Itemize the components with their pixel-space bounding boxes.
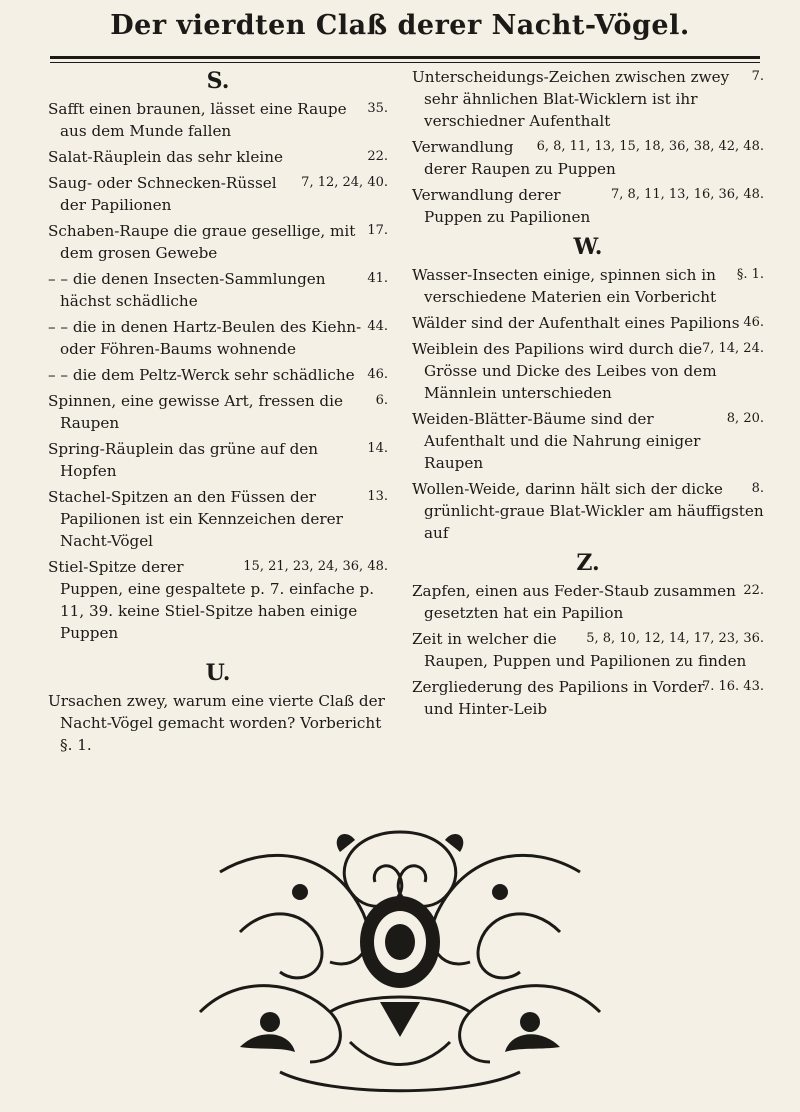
index-entry	[412, 628, 764, 672]
entry-text: Unterscheidungs-Zeichen zwischen zwey sehr ähnlichen Blat-Wicklern ist ihr verschiedner Aufenthalt	[412, 68, 730, 130]
section-letter-z: Z.	[576, 550, 600, 576]
entry-text: Schaben-Raupe die graue gesellige, mit dem grosen Gewebe	[48, 222, 356, 262]
entry-text: Wälder sind der Aufenthalt eines Papilions	[412, 314, 740, 332]
entry-text: Ursachen zwey, warum eine vierte Claß der Nacht-Vögel gemacht worden? Vorbericht §. 1.	[48, 692, 385, 754]
entry-text: Wasser-Insecten einige, spinnen sich in verschiedene Materien ein Vorbericht	[412, 266, 717, 306]
entry-text: Weiden-Blätter-Bäume sind der Aufenthalt und die Nahrung einiger Raupen	[412, 410, 701, 472]
index-list-u	[48, 690, 388, 756]
index-entry	[48, 268, 388, 312]
entry-text: Verwandlung derer Raupen zu Puppen	[412, 138, 616, 178]
index-entry	[412, 338, 764, 404]
index-entry	[412, 264, 764, 308]
index-entry	[412, 478, 764, 544]
index-entry	[48, 98, 388, 142]
page-reference: 7.	[751, 69, 764, 84]
index-entry	[412, 580, 764, 624]
index-entry	[48, 316, 388, 360]
entry-text: – – die dem Peltz-Werck sehr schädliche	[48, 366, 355, 384]
entry-text: Salat-Räuplein das sehr kleine	[48, 148, 283, 166]
index-entry	[412, 676, 764, 720]
entry-text: Spring-Räuplein das grüne auf den Hopfen	[48, 440, 319, 480]
index-list-z	[412, 580, 764, 720]
baroque-tailpiece-ornament-icon	[180, 812, 620, 1102]
section-letter-u: U.	[205, 660, 231, 686]
left-column	[48, 66, 388, 760]
page-reference: 7. 16. 43.	[701, 679, 764, 694]
page-reference: 7, 12, 24, 40.	[301, 175, 388, 190]
index-entry	[48, 438, 388, 482]
entry-text: Zergliederung des Papilions in Vorder und Hinter-Leib	[412, 678, 705, 718]
page-reference: 7, 8, 11, 13, 16, 36, 48.	[611, 187, 764, 202]
index-entry	[412, 312, 764, 334]
section-letter-w: W.	[573, 234, 603, 260]
index-list-s	[48, 98, 388, 644]
page-reference: 7, 14, 24.	[701, 341, 764, 356]
entry-text: – – die in denen Hartz-Beulen des Kiehn- oder Föhren-Baums wohnende	[48, 318, 362, 358]
entry-text: – – die denen Insecten-Sammlungen hächst schädliche	[48, 270, 326, 310]
index-entry	[48, 556, 388, 644]
index-entry	[48, 486, 388, 552]
entry-text: Saug- oder Schnecken-Rüssel der Papilionen	[48, 174, 277, 214]
index-entry	[48, 220, 388, 264]
page-reference: 8.	[751, 481, 764, 496]
page-reference: 41.	[367, 271, 388, 286]
index-entry	[412, 136, 764, 180]
page-reference: 22.	[743, 583, 764, 598]
page-reference: 15, 21, 23, 24, 36, 48.	[243, 559, 388, 574]
entry-text: Zapfen, einen aus Feder-Staub zusammen gesetzten hat ein Papilion	[412, 582, 736, 622]
page-reference: 35.	[367, 101, 388, 116]
page-reference: 6.	[375, 393, 388, 408]
page-reference: 46.	[367, 367, 388, 382]
page-reference: 22.	[367, 149, 388, 164]
page-reference: 17.	[367, 223, 388, 238]
index-entry	[412, 184, 764, 228]
entry-text: Safft einen braunen, lässet eine Raupe aus dem Munde fallen	[48, 100, 347, 140]
header-rule	[50, 56, 760, 59]
entry-text: Stiel-Spitze derer Puppen, eine gespaltete p. 7. einfache p. 11, 39. keine Stiel-Spitze haben einige Puppen	[48, 558, 375, 642]
page-reference: 13.	[367, 489, 388, 504]
index-entry	[48, 390, 388, 434]
right-column	[412, 66, 764, 724]
page-reference: 5, 8, 10, 12, 14, 17, 23, 36.	[586, 631, 764, 646]
index-entry	[48, 172, 388, 216]
index-entry	[412, 408, 764, 474]
running-head: Der vierdten Claß derer Nacht-Vögel.	[110, 10, 690, 41]
index-entry	[48, 364, 388, 386]
entry-text: Zeit in welcher die Raupen, Puppen und Papilionen zu finden	[412, 630, 747, 670]
entry-text: Verwandlung derer Puppen zu Papilionen	[412, 186, 591, 226]
page-reference: 14.	[367, 441, 388, 456]
entry-text: Wollen-Weide, darinn hält sich der dicke grünlicht-graue Blat-Wickler am häuffigsten auf	[412, 480, 764, 542]
page-reference: §. 1.	[736, 267, 764, 282]
section-letter-s: S.	[206, 68, 230, 94]
index-entry	[48, 690, 388, 756]
index-entry	[412, 66, 764, 132]
page-reference: 8, 20.	[726, 411, 764, 426]
page-reference: 6, 8, 11, 13, 15, 18, 36, 38, 42, 48.	[536, 139, 764, 154]
entry-text: Weiblein des Papilions wird durch die Grösse und Dicke des Leibes von dem Männlein unterschieden	[412, 340, 717, 402]
page-reference: 44.	[367, 319, 388, 334]
index-list-continued	[412, 66, 764, 228]
entry-text: Spinnen, eine gewisse Art, fressen die Raupen	[48, 392, 343, 432]
header-rule-thin	[50, 62, 760, 63]
index-list-w	[412, 264, 764, 544]
index-entry	[48, 146, 388, 168]
entry-text: Stachel-Spitzen an den Füssen der Papilionen ist ein Kennzeichen derer Nacht-Vögel	[48, 488, 343, 550]
page-reference: 46.	[743, 315, 764, 330]
